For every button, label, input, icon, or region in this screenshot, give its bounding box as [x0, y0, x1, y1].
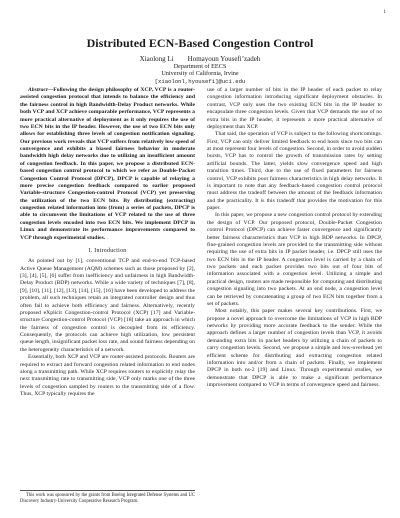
- left-column: [20, 87, 195, 398]
- abstract-label: Abstract: [28, 87, 48, 93]
- paper-title: Distributed ECN-Based Congestion Control: [86, 36, 314, 50]
- page-number: 1: [383, 10, 386, 15]
- abstract: [20, 87, 195, 242]
- intro-paragraph: As pointed out by [1], conventional TCP and end-to-end TCP-based Active Queue Management (AQM) schemes such as those proposed by [2], [3], [4], [5], [6] suffer from inefficiency and unfairness in high Bandwidth-Delay Product (BDP) networks. While a wide variety of techniques [7], [8], [9], [10], [11], [12], [13], [14], [15], [16] have been developed to address the problem, all such techniques retain an integrated controller design and thus often fail to achieve both efficiency and fairness. Alternatively, recently proposed eXplicit Congestion-control Protocol (XCP) [17] and Variable-structure Congestion-control Protocol (VCP) [18] take an approach in which the fairness of congestion control is decoupled from its efficiency. Consequently, the protocols can achieve high utilization, low persistent queue length, insignificant packet loss rate, and sound fairness depending on the heterogeneity characteristics of a network.: [20, 258, 195, 353]
- section-heading-introduction: I. Introduction: [88, 247, 127, 254]
- department: Department of EECS: [173, 63, 227, 70]
- intro-paragraph: That said, the operation of VCP is subject to the following shortcomings. First, VCP can only deliver limited feedback to end hosts since two bits can at most represent four levels of congestion. Second, in order to avoid sudden bursts, VCP has to control the growth of transmission rates by setting artificial bounds. The latter, yields slow convergence speed and high transition times. Third, due to the use of fixed parameters for fairness control, VCP exhibits poor fairness characteristics in high delay networks. It is important to note that any feedback-based congestion control protocol must address the tradeoff between the amount of the feedback information and the practicality. It is this tradeoff that provides the motivation for this paper.: [207, 131, 382, 211]
- intro-paragraph: Most notably, this paper makes several key contributions. First, we propose a novel approach to overcome the limitations of VCP in high BDP networks by providing more accurate feedback to the sender. While the approach defines a larger number of congestion levels than VCP, it avoids demanding extra bits in packet headers by utilizing a chain of packets to carry congestion levels. Second, we propose a simple and low-overhead yet efficient scheme for distributing and extracting congestion related information into and/or from a chain of packets. Finally, we implement DPCP in both ns-2 [19] and Linux. Through experimental studies, we demonstrate that DPCP is able to make a significant performance improvement compared to VCP in terms of convergence speed and fairness.: [207, 308, 382, 388]
- author-emails: [xiaolonl,hyousefi]@uci.edu: [154, 77, 246, 85]
- funding-footnote: This work was sponsored by the grants from Boeing Integrated Defense Systems and UC Discovery Industry-University Cooperative Research Program.: [20, 490, 195, 505]
- right-column: [207, 87, 382, 389]
- intro-paragraph: Essentially, both XCP and VCP are router-assisted protocols. Routers are required to extract and forward congestion related information to end nodes along a transmitting path. While XCP requires routers to explicitly relay the next transmitting rate to transmitting side, VCP only marks one of the three levels of congestion sampled by routers to the transmitting side of a flow. Thus, XCP typically requires the: [20, 354, 195, 397]
- university: University of California, Irvine: [161, 70, 239, 78]
- intro-paragraph: In this paper, we propose a new congestion control protocol by extending the design of VCP. Our proposed protocol, Double-Packet Congestion control Protocol (DPCP) can achieve faster convergence and significantly better fairness characteristics than VCP in high BDP networks. In DPCP, fine-grained congestion levels are provided to the transmitting side without requiring the use of extra bits in IP packet header, i.e. DPCP still uses the two ECN bits in the IP header. A congestion level is carried by a chain of two packets and each packet provides two bits out of four bits of information associated with a congestion level. Utilizing a simple and practical design, routers are made responsible for computing and distributing congestion signaling into two packets. At an end node, a congestion level can be retrieved by concatenating a group of two ECN bits together from a set of packets.: [207, 212, 382, 307]
- author-names: Xiaolong Li Homayoun Yousefi’zadeh: [139, 55, 261, 63]
- abstract-text: —Following the design philosophy of XCP, VCP is a router-assisted congestion protocol that intends to balance the efficiency and the fairness control in high Bandwidth-Delay Product networks. While both VCP and XCP achieve comparable performance, VCP represents a more practical alternative of deployment as it only requires the use of two ECN bits in the IP header. However, the use of two ECN bits only allows for establishing three levels of congestion notification signaling. Our previous work reveals that VCP suffers from relatively low speed of convergence and exhibits a biased fairness behavior in moderate bandwidth high delay networks due to utilizing an insufficient amount of congestion feedback. In this paper, we propose a distributed ECN-based congestion control protocol to which we refer as Double-Packet Congestion Control Protocol (DPCP), DPCP is capable of relaying a more precise congestion feedback compared to earlier proposed Variable-structure Congestion-control Protocol (VCP) yet preserving the utilization of the two ECN bits. By distributing (extracting) congestion related information into (from) a series of packets, DPCP is able to circumvent the limitations of VCP related to the use of three congestion levels encoded into two ECN bits. We implement DPCP in Linux and demonstrate its performance improvements compared to VCP through experimental studies.: [20, 87, 195, 241]
- paper-header: [0, 36, 400, 85]
- intro-paragraph: use of a larger number of bits in the IP header of each packet to relay congestion information introducing significant deployment obstacles. In contrast, VCP only uses the two existing ECN bits in the IP header to encapsulate three congestion levels. Given that VCP demands the use of no extra bits in the IP header, it represents a more practical alternative of deployment than XCP.: [207, 87, 382, 130]
